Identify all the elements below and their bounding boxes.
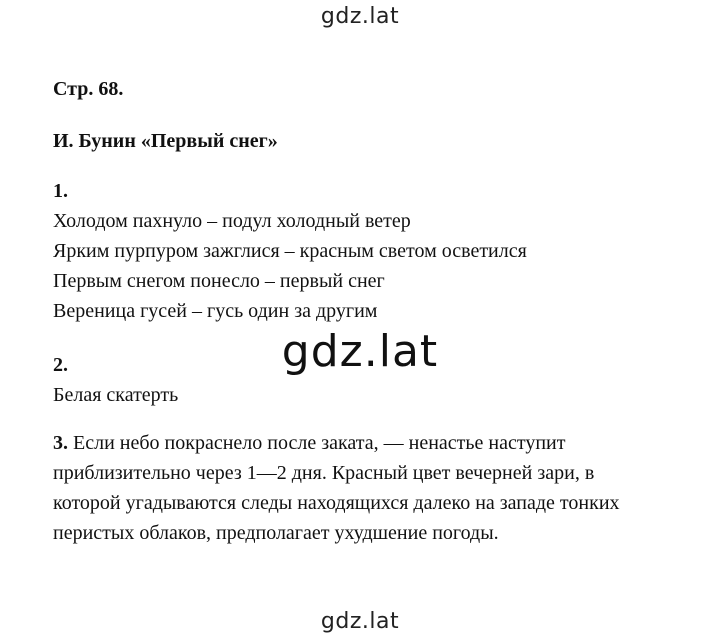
section-number: 1. — [53, 180, 68, 202]
answer-line: приблизительно через 1—2 дня. Красный цвет вечерней зари, в — [53, 462, 595, 484]
watermark-bottom: gdz.lat — [320, 609, 400, 634]
watermark-top: gdz.lat — [320, 4, 400, 29]
answer-section-1 — [53, 176, 693, 326]
answer-line — [53, 428, 693, 458]
answer-line: Вереница гусей – гусь один за другим — [53, 300, 378, 322]
answer-line: Первым снегом понесло – первый снег — [53, 270, 385, 292]
section-number: 2. — [53, 354, 68, 376]
answer-section-3 — [53, 428, 693, 548]
answer-line: которой угадываются следы находящихся далеко на западе тонких — [53, 492, 620, 514]
answer-line: перистых облаков, предполагает ухудшение погоды. — [53, 522, 499, 544]
answer-line: Белая скатерть — [53, 384, 179, 406]
answer-line: Холодом пахнуло – подул холодный ветер — [53, 210, 411, 232]
story-title: И. Бунин «Первый снег» — [53, 130, 278, 152]
page-heading: Стр. 68. — [53, 78, 124, 100]
answer-line: Ярким пурпуром зажглися – красным светом осветился — [53, 240, 527, 262]
watermark-middle: gdz.lat — [281, 326, 439, 377]
section-number: 3. — [53, 432, 68, 454]
answer-text: Если небо покраснело после заката, — ненастье наступит — [68, 432, 566, 454]
